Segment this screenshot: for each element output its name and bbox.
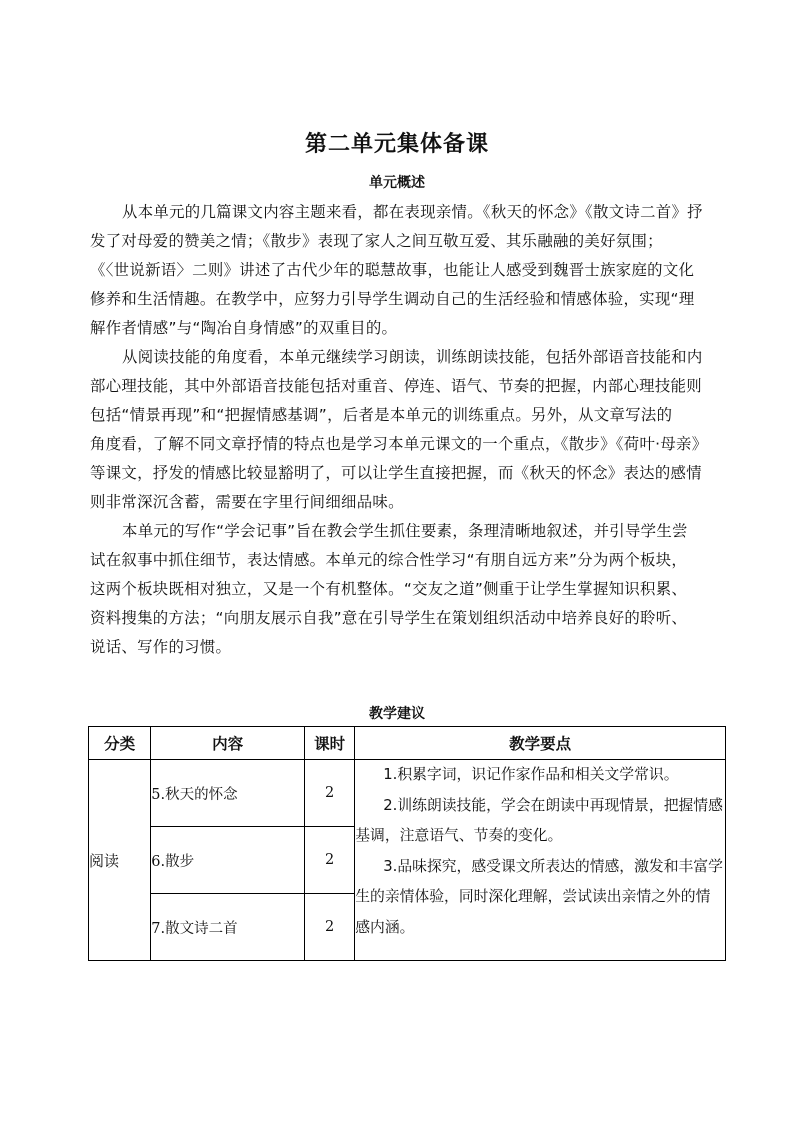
paragraph-line: 等课文，抒发的情感比较显豁明了，可以让学生直接把握，而《秋天的怀念》表达的感情: [90, 464, 702, 482]
paragraph-line: 解作者情感”与“陶冶自身情感”的双重目的。: [90, 319, 398, 337]
paragraph-line: 修养和生活情趣。在教学中，应努力引导学生调动自己的生活经验和情感体验，实现“理: [90, 290, 695, 308]
section-heading-teaching: 教学建议: [369, 706, 425, 722]
teaching-plan-table: [88, 726, 726, 961]
paragraph-line: 这两个板块既相对独立，又是一个有机整体。“交友之道”侧重于让学生掌握知识积累、: [90, 580, 688, 598]
lesson-hours-cell: 2: [305, 760, 355, 827]
category-cell: 阅读: [89, 760, 151, 961]
paragraph-line: 发了对母爱的赞美之情；《散步》表现了家人之间互敬互爱、其乐融融的美好氛围；: [90, 232, 663, 250]
lesson-hours-cell: 2: [305, 894, 355, 961]
paragraph-line: 《〈世说新语〉二则》讲述了古代少年的聪慧故事，也能让人感受到魏晋士族家庭的文化: [90, 261, 695, 279]
paragraph-line: 说话、写作的习惯。: [90, 638, 232, 656]
table-row: [89, 760, 726, 827]
table-header-row: [89, 727, 726, 760]
page-title: 第二单元集体备课: [304, 131, 489, 157]
column-header-key-points: 教学要点: [355, 727, 726, 760]
paragraph-line: 角度看，了解不同文章抒情的特点也是学习本单元课文的一个重点，《散步》《荷叶·母亲》: [90, 435, 708, 453]
key-point: 1.积累字词，识记作家作品和相关文学常识。: [383, 766, 679, 783]
column-header-hours: 课时: [305, 727, 355, 760]
paragraph-line: 从本单元的几篇课文内容主题来看，都在表现亲情。《秋天的怀念》《散文诗二首》抒: [122, 203, 703, 221]
key-point: 3.品味探究，感受课文所表达的情感，激发和丰富学生的亲情体验，同时深化理解，尝试读出亲情之外的情感内涵。: [355, 857, 723, 936]
section-heading-overview: 单元概述: [369, 175, 425, 191]
lesson-hours-cell: 2: [305, 827, 355, 894]
lesson-content-cell: 7.散文诗二首: [151, 894, 305, 961]
paragraph-line: 包括“情景再现”和“把握情感基调”，后者是本单元的训练重点。另外，从文章写法的: [90, 406, 673, 424]
column-header-category: 分类: [89, 727, 151, 760]
lesson-content-cell: 6.散步: [151, 827, 305, 894]
key-points-cell: [355, 760, 726, 961]
paragraph-line: 本单元的写作“学会记事”旨在教会学生抓住要素，条理清晰地叙述，并引导学生尝: [122, 522, 688, 540]
paragraph-line: 试在叙事中抓住细节，表达情感。本单元的综合性学习“有朋自远方来”分为两个板块，: [90, 551, 688, 569]
overview-text: [90, 198, 720, 662]
paragraph-line: 部心理技能，其中外部语音技能包括对重音、停连、语气、节奏的把握，内部心理技能则: [90, 377, 702, 395]
key-point: 2.训练朗读技能，学会在朗读中再现情景，把握情感基调，注意语气、节奏的变化。: [355, 796, 723, 844]
paragraph-line: 资料搜集的方法；“向朋友展示自我”意在引导学生在策划组织活动中培养良好的聆听、: [90, 609, 688, 627]
paragraph-line: 从阅读技能的角度看，本单元继续学习朗读，训练朗读技能，包括外部语音技能和内: [122, 348, 703, 366]
lesson-content-cell: 5.秋天的怀念: [151, 760, 305, 827]
paragraph-line: 则非常深沉含蓄，需要在字里行间细细品味。: [90, 493, 404, 511]
column-header-content: 内容: [151, 727, 305, 760]
